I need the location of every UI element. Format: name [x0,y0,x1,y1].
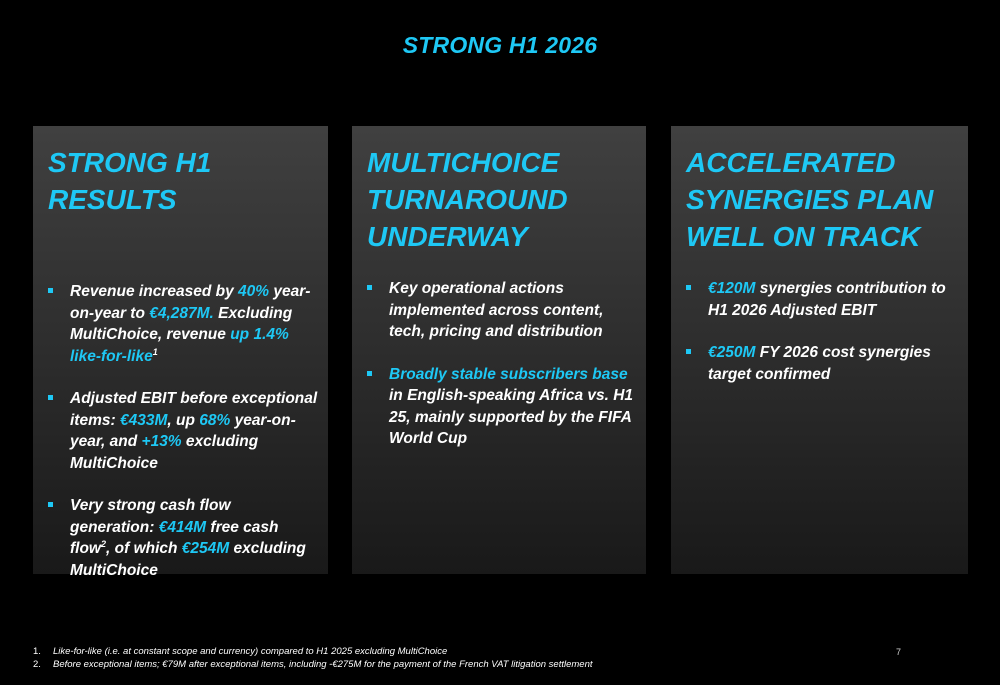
bullet-marker-icon [686,285,691,290]
bullet-item [367,364,636,450]
highlight-text: €433M [119,411,168,429]
highlight-text: €254M [181,540,230,557]
bullet-text: year-on-year to [70,283,311,322]
bullet-list [48,281,318,602]
highlight-text: €120M [708,280,756,297]
bullet-text: , up [167,411,200,429]
bullet-text: , of which [106,540,182,557]
bullet-text: FY 2026 cost synergies target confirmed [708,344,931,383]
bullet-text: Revenue increased by [70,283,238,300]
footnote-number: 1. [33,646,41,657]
bullet-text: Very strong cash flow generation: [70,497,231,536]
bullet-marker-icon [48,502,53,507]
bullet-item [367,278,636,343]
bullet-list [367,278,636,471]
footnotes [33,645,593,671]
bullet-marker-icon [48,395,53,400]
card-title: ACCELERATED SYNERGIES PLAN WELL ON TRACK [686,147,934,252]
highlight-text: Broadly stable subscribers base [389,365,628,383]
footnote [33,658,593,671]
footnote-ref: 2 [101,538,107,549]
bullet-marker-icon [367,371,372,376]
bullet-list [686,278,958,406]
bullet-item [48,281,318,367]
highlight-text: +13% [141,433,182,450]
card-accelerated-synergies [671,126,968,574]
bullet-text: year-on-year, and [70,411,296,450]
bullet-item [48,495,318,581]
bullet-text: in English-speaking Africa vs. H1 25, mainly supported by the FIFA World Cup [389,387,634,447]
footnote-text: Before exceptional items; €79M after exceptional items, including -€275M for the payment of the French VAT litigation settlement [53,659,593,670]
footnote [33,645,593,658]
page-number: 7 [896,647,902,657]
bullet-item [686,342,958,385]
bullet-item [48,388,318,474]
bullet-text: excluding MultiChoice [70,433,259,472]
bullet-text: Excluding MultiChoice, revenue [70,304,293,343]
bullet-text: synergies contribution to H1 2026 Adjusted EBIT [708,280,946,319]
highlight-text: up 1.4% like-for-like [70,326,289,365]
card-title: STRONG H1 RESULTS [48,147,212,215]
card-strong-h1-results [33,126,328,579]
card-multichoice-turnaround [352,126,646,574]
bullet-text: Adjusted EBIT before exceptional items: [70,390,318,429]
bullet-text: free cash flow [70,518,279,557]
bullet-item [686,278,958,321]
footnote-ref: 1 [152,346,158,357]
highlight-text: 68% [199,411,231,429]
bullet-text: Key operational actions implemented across content, tech, pricing and distribution [389,280,604,340]
bullet-text: excluding MultiChoice [70,540,306,579]
bullet-marker-icon [367,285,372,290]
card-title: MULTICHOICE TURNAROUND UNDERWAY [367,147,568,252]
highlight-text: 40% [238,283,270,300]
highlight-text: €250M [708,344,756,361]
page-title: STRONG H1 2026 [402,32,598,58]
footnote-text: Like-for-like (i.e. at constant scope and currency) compared to H1 2025 excluding MultiChoice [53,646,448,657]
footnote-number: 2. [33,659,41,670]
bullet-marker-icon [686,349,691,354]
highlight-text: €4,287M. [149,304,214,322]
highlight-text: €414M [158,518,207,536]
bullet-marker-icon [48,288,53,293]
